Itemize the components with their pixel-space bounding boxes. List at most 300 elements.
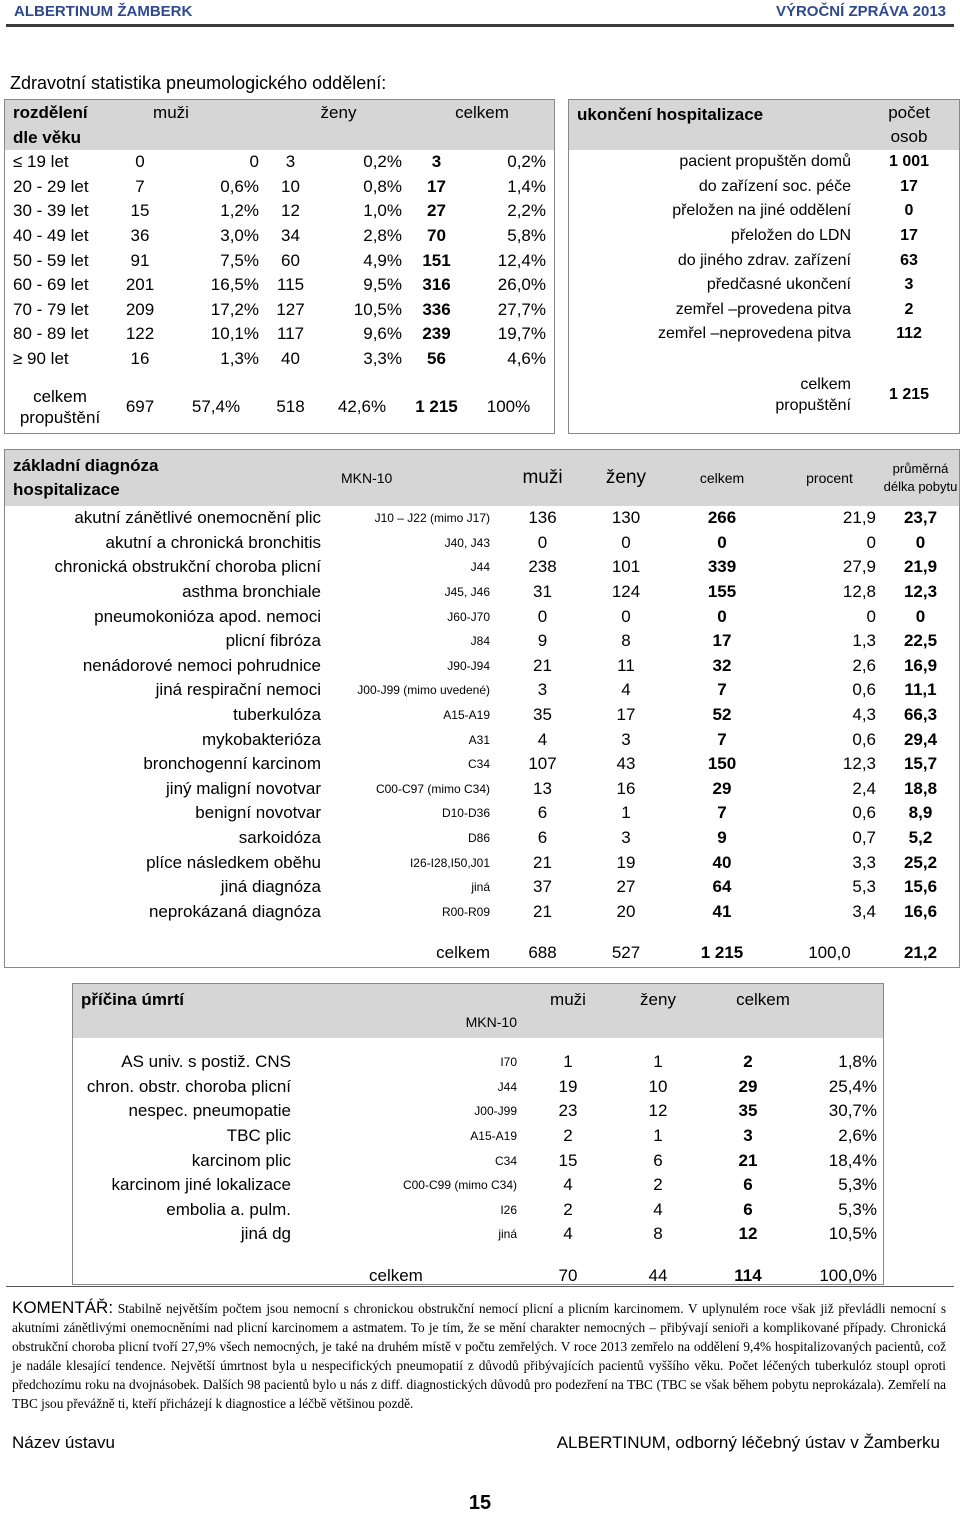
diagnosis-name: benigní novotvar <box>195 803 321 823</box>
diagnosis-name: nenádorové nemoci pohrudnice <box>82 655 321 675</box>
diagnosis-zeny: 101 <box>611 557 641 577</box>
diagnosis-zeny: 3 <box>621 828 631 848</box>
age-zeny-pct: 9,6% <box>363 324 402 344</box>
diagnosis-procent: 12,8 <box>842 582 876 602</box>
age-zeny-count: 117 <box>276 324 305 344</box>
death-pct: 5,3% <box>838 1199 877 1219</box>
diagnosis-name: pneumokonióza apod. nemoci <box>94 606 321 626</box>
death-celkem: 2 <box>743 1052 753 1072</box>
age-zeny-count: 115 <box>276 275 305 295</box>
diagnosis-total-cell: 688 <box>528 943 557 963</box>
diagnosis-row <box>5 555 959 580</box>
diagnosis-muzi: 6 <box>537 803 548 823</box>
diagnosis-name: neprokázaná diagnóza <box>148 901 321 921</box>
diagnosis-mkn: A31 <box>468 732 490 747</box>
death-mkn: C34 <box>494 1153 517 1168</box>
diagnosis-delka: 21,9 <box>903 557 938 577</box>
age-table <box>4 99 555 434</box>
diagnosis-celkem: 40 <box>712 852 732 872</box>
age-muzi-count: 7 <box>135 176 145 196</box>
header-right: VÝROČNÍ ZPRÁVA 2013 <box>775 3 946 20</box>
diagnosis-row <box>5 604 959 629</box>
discharge-count: 112 <box>896 325 922 343</box>
age-celkem-count: 151 <box>422 250 451 270</box>
diagnosis-name: jiná respirační nemoci <box>155 680 321 700</box>
diagnosis-procent: 0,6 <box>852 803 876 823</box>
death-cause: nespec. pneumopatie <box>128 1101 291 1121</box>
age-celkem-count: 239 <box>422 324 451 344</box>
death-cause: jiná dg <box>240 1224 291 1244</box>
death-pct: 18,4% <box>828 1150 877 1170</box>
footer-left: Název ústavu <box>12 1433 115 1452</box>
diagnosis-total-cell: 1 215 <box>700 943 744 963</box>
death-rows <box>73 1050 883 1247</box>
diagnosis-muzi: 13 <box>533 778 552 798</box>
comment-label: KOMENTÁŘ: <box>12 1298 114 1317</box>
diagnosis-zeny: 8 <box>621 631 631 651</box>
diagnosis-delka: 16,6 <box>903 901 938 921</box>
age-muzi-pct: 1,3% <box>220 349 259 369</box>
diagnosis-row <box>5 875 959 900</box>
diagnosis-procent: 5,3 <box>852 877 876 897</box>
death-pct: 10,5% <box>828 1224 877 1244</box>
death-zeny: 2 <box>653 1175 663 1195</box>
diagnosis-mkn: J90-J94 <box>447 658 490 673</box>
age-muzi-count: 16 <box>130 349 150 369</box>
diagnosis-celkem: 7 <box>717 803 727 823</box>
age-muzi-count: 201 <box>125 275 155 295</box>
discharge-rows <box>569 150 959 347</box>
discharge-reason: do jiného zdrav. zařízení <box>677 251 851 269</box>
age-total-cell: 1 215 <box>415 397 458 417</box>
diagnosis-name: sarkoidóza <box>238 828 321 848</box>
death-header-mkn: MKN-10 <box>465 1014 517 1030</box>
diagnosis-zeny: 130 <box>611 508 641 528</box>
diagnosis-procent: 3,4 <box>852 901 876 921</box>
death-total-cell: 100,0% <box>819 1265 877 1285</box>
diagnosis-header-delka2: délka pobytu <box>883 479 958 494</box>
diagnosis-mkn: D86 <box>467 831 490 846</box>
diagnosis-procent: 0 <box>866 606 876 626</box>
age-zeny-pct: 2,8% <box>363 226 402 246</box>
diagnosis-celkem: 150 <box>707 754 737 774</box>
diagnosis-zeny: 11 <box>617 655 635 675</box>
age-muzi-pct: 3,0% <box>220 226 259 246</box>
page-header <box>0 0 960 22</box>
death-cause: AS univ. s postiž. CNS <box>121 1052 291 1072</box>
discharge-count: 17 <box>900 177 918 195</box>
death-muzi: 15 <box>558 1150 578 1170</box>
discharge-header-count2: osob <box>890 127 928 146</box>
discharge-row <box>569 224 959 249</box>
age-group: 80 - 89 let <box>13 324 89 344</box>
header-left: ALBERTINUM ŽAMBERK <box>14 3 193 20</box>
death-cause: chron. obstr. choroba plicní <box>86 1076 291 1096</box>
diagnosis-total-cell: 100,0 <box>808 943 851 963</box>
death-header-muzi: muži <box>550 990 586 1009</box>
diagnosis-zeny: 20 <box>616 901 636 921</box>
death-mkn: J00-J99 <box>474 1104 517 1119</box>
diagnosis-procent: 27,9 <box>842 557 876 577</box>
age-total-cell: 697 <box>125 397 155 417</box>
death-mkn: I70 <box>500 1055 517 1070</box>
diagnosis-name: mykobakterióza <box>201 729 321 749</box>
discharge-reason: zemřel –neprovedena pitva <box>657 325 851 343</box>
discharge-row <box>569 150 959 175</box>
age-row <box>5 175 554 200</box>
death-muzi: 4 <box>563 1224 573 1244</box>
age-group: 50 - 59 let <box>13 250 89 270</box>
diagnosis-muzi: 35 <box>533 705 552 725</box>
diagnosis-procent: 4,3 <box>852 705 876 725</box>
discharge-row <box>569 298 959 323</box>
age-total-cell: 42,6% <box>337 397 387 417</box>
age-zeny-count: 40 <box>281 349 300 369</box>
age-header-label: rozdělení <box>13 102 88 122</box>
death-table <box>72 983 884 1285</box>
diagnosis-muzi: 37 <box>533 877 552 897</box>
page-title: Zdravotní statistika pneumologického oddělení: <box>10 73 387 93</box>
death-zeny: 6 <box>653 1150 663 1170</box>
diagnosis-total-cell: 527 <box>611 943 641 963</box>
diagnosis-row <box>5 531 959 556</box>
age-muzi-pct: 1,2% <box>220 201 259 221</box>
discharge-total-label2: propuštění <box>775 396 851 414</box>
diagnosis-total-cell: 21,2 <box>903 943 938 963</box>
diagnosis-name: plicní fibróza <box>225 631 321 651</box>
diagnosis-procent: 12,3 <box>842 754 876 774</box>
diagnosis-celkem: 339 <box>707 557 737 577</box>
death-row <box>73 1198 883 1223</box>
diagnosis-muzi: 21 <box>533 852 552 872</box>
age-group: ≤ 19 let <box>13 152 69 172</box>
age-header-muzi: muži <box>153 102 189 122</box>
diagnosis-name: akutní zánětlivé onemocnění plic <box>74 508 321 528</box>
death-zeny: 1 <box>653 1126 663 1146</box>
age-muzi-count: 209 <box>125 299 155 319</box>
death-pct: 1,8% <box>838 1052 877 1072</box>
diagnosis-row <box>5 900 959 925</box>
death-row <box>73 1075 883 1100</box>
footer-right: ALBERTINUM, odborný léčebný ústav v Žamberku <box>556 1433 940 1452</box>
diagnosis-zeny: 27 <box>616 877 636 897</box>
diagnosis-delka: 29,4 <box>903 729 938 749</box>
diagnosis-muzi: 238 <box>528 557 557 577</box>
death-zeny: 10 <box>648 1076 668 1096</box>
death-muzi: 4 <box>563 1175 573 1195</box>
diagnosis-mkn: C00-C97 (mimo C34) <box>375 781 490 796</box>
age-zeny-count: 10 <box>281 176 300 196</box>
death-muzi: 23 <box>558 1101 578 1121</box>
discharge-row <box>569 322 959 347</box>
discharge-count: 17 <box>900 227 918 245</box>
diagnosis-name: akutní a chronická bronchitis <box>105 532 321 552</box>
discharge-total-value: 1 215 <box>888 385 930 403</box>
diagnosis-zeny: 1 <box>621 803 631 823</box>
diagnosis-delka: 0 <box>915 606 926 626</box>
death-celkem: 3 <box>743 1126 753 1146</box>
age-celkem-count: 316 <box>422 275 451 295</box>
age-row <box>5 273 554 298</box>
age-zeny-pct: 0,8% <box>363 176 402 196</box>
death-muzi: 2 <box>563 1199 573 1219</box>
death-mkn: jiná <box>498 1227 517 1242</box>
death-cause: karcinom jiné lokalizace <box>111 1175 291 1195</box>
death-total-cell: 70 <box>558 1265 578 1285</box>
age-header-celkem: celkem <box>455 102 509 122</box>
discharge-count: 3 <box>904 276 914 294</box>
discharge-row <box>569 273 959 298</box>
diagnosis-name: plíce následkem oběhu <box>146 852 321 872</box>
diagnosis-mkn: J10 – J22 (mimo J17) <box>374 511 490 526</box>
discharge-reason: pacient propuštěn domů <box>679 153 851 171</box>
diagnosis-celkem: 266 <box>707 508 737 528</box>
discharge-reason: přeložen na jiné oddělení <box>672 202 851 220</box>
death-pct: 25,4% <box>828 1076 877 1096</box>
diagnosis-delka: 12,3 <box>903 582 938 602</box>
age-muzi-count: 0 <box>135 152 145 172</box>
death-mkn: A15-A19 <box>470 1129 517 1144</box>
death-mkn: C00-C99 (mimo C34) <box>402 1178 517 1193</box>
diagnosis-celkem: 64 <box>712 877 732 897</box>
diagnosis-zeny: 16 <box>616 778 636 798</box>
diagnosis-procent: 0,6 <box>852 680 876 700</box>
diagnosis-muzi: 4 <box>537 729 548 749</box>
age-muzi-count: 122 <box>125 324 155 344</box>
diagnosis-delka: 16,9 <box>903 655 938 675</box>
comment-text: Stabilně největším počtem jsou nemocní s chronickou obstrukční nemocí plicní a plicním karcinomem. V uplynulém roce však již převládli nemocní s akutními zánětlivými onemocněními nad plicní karcinomem a astmatem. To je tím, že se mění charakter nemocných – přibývají senioři a komplikované případy. Chronická obstrukční choroba plicní tvoří 27,9% všech nemocných, je také na druhém místě v počtu zemřelých. V roce 2013 zemřelo na oddělení 9,4% hospitalizovaných pacientů, což je nadále klesající tendence. Největší úmrtnost byla u nespecifických pneumopatií z důvodů přibývajících pacientů vyššího věku. Počet léčených tuberkulóz stoupl oproti předchozímu roku na dvojnásobek. Dalších 98 pacientů bylo u nás z diff. diagnostických důvodů pro podezření na TBC (TBC se však během pobytu neprokázala). Zemřelí na TBC jsou převážně ti, kteří přicházejí k diagnostice a léčbě většinou pozdě. <box>12 1301 947 1411</box>
diagnosis-header-muzi: muži <box>522 467 563 488</box>
diagnosis-header-zeny: ženy <box>605 467 647 488</box>
death-cause: TBC plic <box>226 1126 291 1146</box>
diagnosis-celkem: 155 <box>707 582 737 602</box>
age-celkem-pct: 4,6% <box>507 349 546 369</box>
age-muzi-pct: 16,5% <box>210 275 259 295</box>
diagnosis-header-title: základní diagnóza <box>13 456 159 475</box>
death-row <box>73 1173 883 1198</box>
diagnosis-row <box>5 826 959 851</box>
death-zeny: 12 <box>648 1101 668 1121</box>
diagnosis-name: tuberkulóza <box>233 705 321 725</box>
age-zeny-count: 34 <box>281 226 300 246</box>
age-celkem-count: 27 <box>427 201 446 221</box>
diagnosis-row <box>5 703 959 728</box>
diagnosis-header-delka: průměrná <box>892 461 949 476</box>
diagnosis-delka: 66,3 <box>903 705 938 725</box>
diagnosis-mkn: J45, J46 <box>444 585 490 600</box>
diagnosis-celkem: 17 <box>712 631 732 651</box>
diagnosis-celkem: 29 <box>712 778 732 798</box>
header-divider <box>6 24 954 27</box>
age-muzi-count: 15 <box>130 201 150 221</box>
death-pct: 30,7% <box>828 1101 877 1121</box>
age-zeny-pct: 1,0% <box>363 201 402 221</box>
age-row <box>5 248 554 273</box>
death-total-cell: 114 <box>734 1265 762 1285</box>
age-celkem-pct: 2,2% <box>507 201 546 221</box>
death-row <box>73 1099 883 1124</box>
diagnosis-mkn: jiná <box>471 880 490 895</box>
discharge-reason: zemřel –provedena pitva <box>675 300 851 318</box>
death-row <box>73 1050 883 1075</box>
diagnosis-procent: 0,7 <box>852 828 876 848</box>
diagnosis-row <box>5 850 959 875</box>
diagnosis-row <box>5 752 959 777</box>
diagnosis-muzi: 21 <box>533 655 552 675</box>
diagnosis-celkem: 52 <box>712 705 732 725</box>
age-muzi-pct: 0,6% <box>220 176 259 196</box>
age-zeny-count: 127 <box>276 299 305 319</box>
death-total-label: celkem <box>369 1265 423 1285</box>
diagnosis-muzi: 9 <box>537 631 548 651</box>
diagnosis-rows <box>5 506 959 924</box>
diagnosis-row <box>5 629 959 654</box>
diagnosis-muzi: 21 <box>533 901 552 921</box>
diagnosis-name: asthma bronchiale <box>182 582 321 602</box>
death-celkem: 6 <box>743 1175 753 1195</box>
age-celkem-count: 336 <box>422 299 451 319</box>
diagnosis-row <box>5 801 959 826</box>
death-muzi: 1 <box>563 1052 573 1072</box>
diagnosis-procent: 1,3 <box>852 631 876 651</box>
diagnosis-name: bronchogenní karcinom <box>143 754 321 774</box>
diagnosis-zeny: 43 <box>616 754 636 774</box>
age-rows <box>5 150 554 371</box>
discharge-row <box>569 248 959 273</box>
age-celkem-pct: 26,0% <box>497 275 546 295</box>
death-muzi: 2 <box>563 1126 573 1146</box>
age-celkem-count: 3 <box>431 152 442 172</box>
age-group: 40 - 49 let <box>13 226 89 246</box>
age-total-cell: 57,4% <box>191 397 241 417</box>
diagnosis-header-mkn: MKN-10 <box>341 470 393 486</box>
diagnosis-muzi: 6 <box>537 828 548 848</box>
diagnosis-header-celkem: celkem <box>699 470 745 486</box>
diagnosis-delka: 18,8 <box>903 778 938 798</box>
diagnosis-mkn: C34 <box>467 757 490 772</box>
age-celkem-count: 17 <box>427 176 446 196</box>
diagnosis-header-title2: hospitalizace <box>13 480 120 499</box>
age-celkem-pct: 12,4% <box>497 250 546 270</box>
age-group: ≥ 90 let <box>13 349 69 369</box>
death-celkem: 12 <box>738 1224 758 1244</box>
death-header-zeny: ženy <box>640 990 676 1009</box>
diagnosis-celkem: 7 <box>717 680 727 700</box>
death-zeny: 8 <box>653 1224 663 1244</box>
age-total-cell: 518 <box>276 397 305 417</box>
discharge-header-title: ukončení hospitalizace <box>577 105 764 124</box>
discharge-count: 0 <box>904 202 914 220</box>
age-celkem-pct: 27,7% <box>497 299 546 319</box>
discharge-reason: předčasné ukončení <box>706 276 851 294</box>
diagnosis-delka: 23,7 <box>903 508 938 528</box>
death-cause: karcinom plic <box>191 1150 291 1170</box>
death-zeny: 4 <box>653 1199 663 1219</box>
discharge-count: 2 <box>904 300 914 318</box>
death-mkn: J44 <box>497 1079 517 1094</box>
death-row <box>73 1124 883 1149</box>
age-zeny-pct: 10,5% <box>353 299 402 319</box>
diagnosis-mkn: J00-J99 (mimo uvedené) <box>357 683 490 698</box>
age-zeny-pct: 4,9% <box>363 250 402 270</box>
diagnosis-zeny: 124 <box>611 582 641 602</box>
diagnosis-row <box>5 727 959 752</box>
age-row <box>5 322 554 347</box>
diagnosis-celkem: 9 <box>717 828 727 848</box>
death-zeny: 1 <box>653 1052 663 1072</box>
death-celkem: 29 <box>738 1076 758 1096</box>
discharge-table <box>568 99 960 434</box>
death-celkem: 21 <box>738 1150 758 1170</box>
death-celkem: 35 <box>738 1101 758 1121</box>
age-zeny-pct: 9,5% <box>363 275 402 295</box>
diagnosis-muzi: 0 <box>537 532 548 552</box>
page-number: 15 <box>468 1492 492 1514</box>
diagnosis-delka: 22,5 <box>903 631 938 651</box>
diagnosis-name: chronická obstrukční choroba plicní <box>54 557 321 577</box>
discharge-count: 63 <box>900 251 918 269</box>
age-zeny-count: 60 <box>281 250 300 270</box>
age-celkem-count: 56 <box>427 349 446 369</box>
discharge-total-label: celkem <box>800 375 851 393</box>
death-total-cell: 44 <box>648 1265 668 1285</box>
age-total-label: celkem <box>33 387 87 407</box>
diagnosis-zeny: 4 <box>621 680 631 700</box>
diagnosis-muzi: 107 <box>528 754 557 774</box>
death-header-title: příčina úmrtí <box>81 990 184 1009</box>
diagnosis-procent: 0 <box>866 532 876 552</box>
diagnosis-muzi: 31 <box>533 582 552 602</box>
death-cause: embolia a. pulm. <box>166 1199 291 1219</box>
diagnosis-procent: 0,6 <box>852 729 876 749</box>
diagnosis-mkn: D10-D36 <box>441 806 490 821</box>
diagnosis-zeny: 0 <box>621 532 631 552</box>
diagnosis-procent: 3,3 <box>852 852 876 872</box>
age-total-label2: propuštění <box>19 408 101 428</box>
age-zeny-pct: 0,2% <box>363 152 402 172</box>
diagnosis-delka: 15,6 <box>903 877 938 897</box>
age-celkem-count: 70 <box>427 226 446 246</box>
death-row <box>73 1148 883 1173</box>
age-total-cell: 100% <box>486 397 531 417</box>
diagnosis-row <box>5 777 959 802</box>
diagnosis-mkn: R00-R09 <box>441 904 490 919</box>
diagnosis-delka: 8,9 <box>908 803 933 823</box>
diagnosis-mkn: J84 <box>470 634 490 649</box>
age-celkem-pct: 19,7% <box>497 324 546 344</box>
death-row <box>73 1222 883 1247</box>
diagnosis-zeny: 0 <box>621 606 631 626</box>
diagnosis-mkn: J40, J43 <box>444 535 490 550</box>
age-muzi-count: 36 <box>130 226 150 246</box>
age-muzi-pct: 17,2% <box>210 299 259 319</box>
age-group: 60 - 69 let <box>13 275 89 295</box>
discharge-count: 1 001 <box>888 153 930 171</box>
age-group: 30 - 39 let <box>13 201 89 221</box>
age-header-label2: dle věku <box>13 127 82 147</box>
diagnosis-delka: 11,1 <box>904 680 937 700</box>
diagnosis-row <box>5 506 959 531</box>
diagnosis-delka: 25,2 <box>903 852 938 872</box>
diagnosis-mkn: I26-I28,I50,J01 <box>409 855 490 870</box>
diagnosis-procent: 21,9 <box>842 508 876 528</box>
discharge-reason: do zařízení soc. péče <box>698 177 851 195</box>
diagnosis-mkn: A15-A19 <box>443 708 490 723</box>
diagnosis-muzi: 3 <box>537 680 548 700</box>
diagnosis-zeny: 19 <box>616 852 636 872</box>
age-row <box>5 199 554 224</box>
diagnosis-name: jiný maligní novotvar <box>166 778 321 798</box>
